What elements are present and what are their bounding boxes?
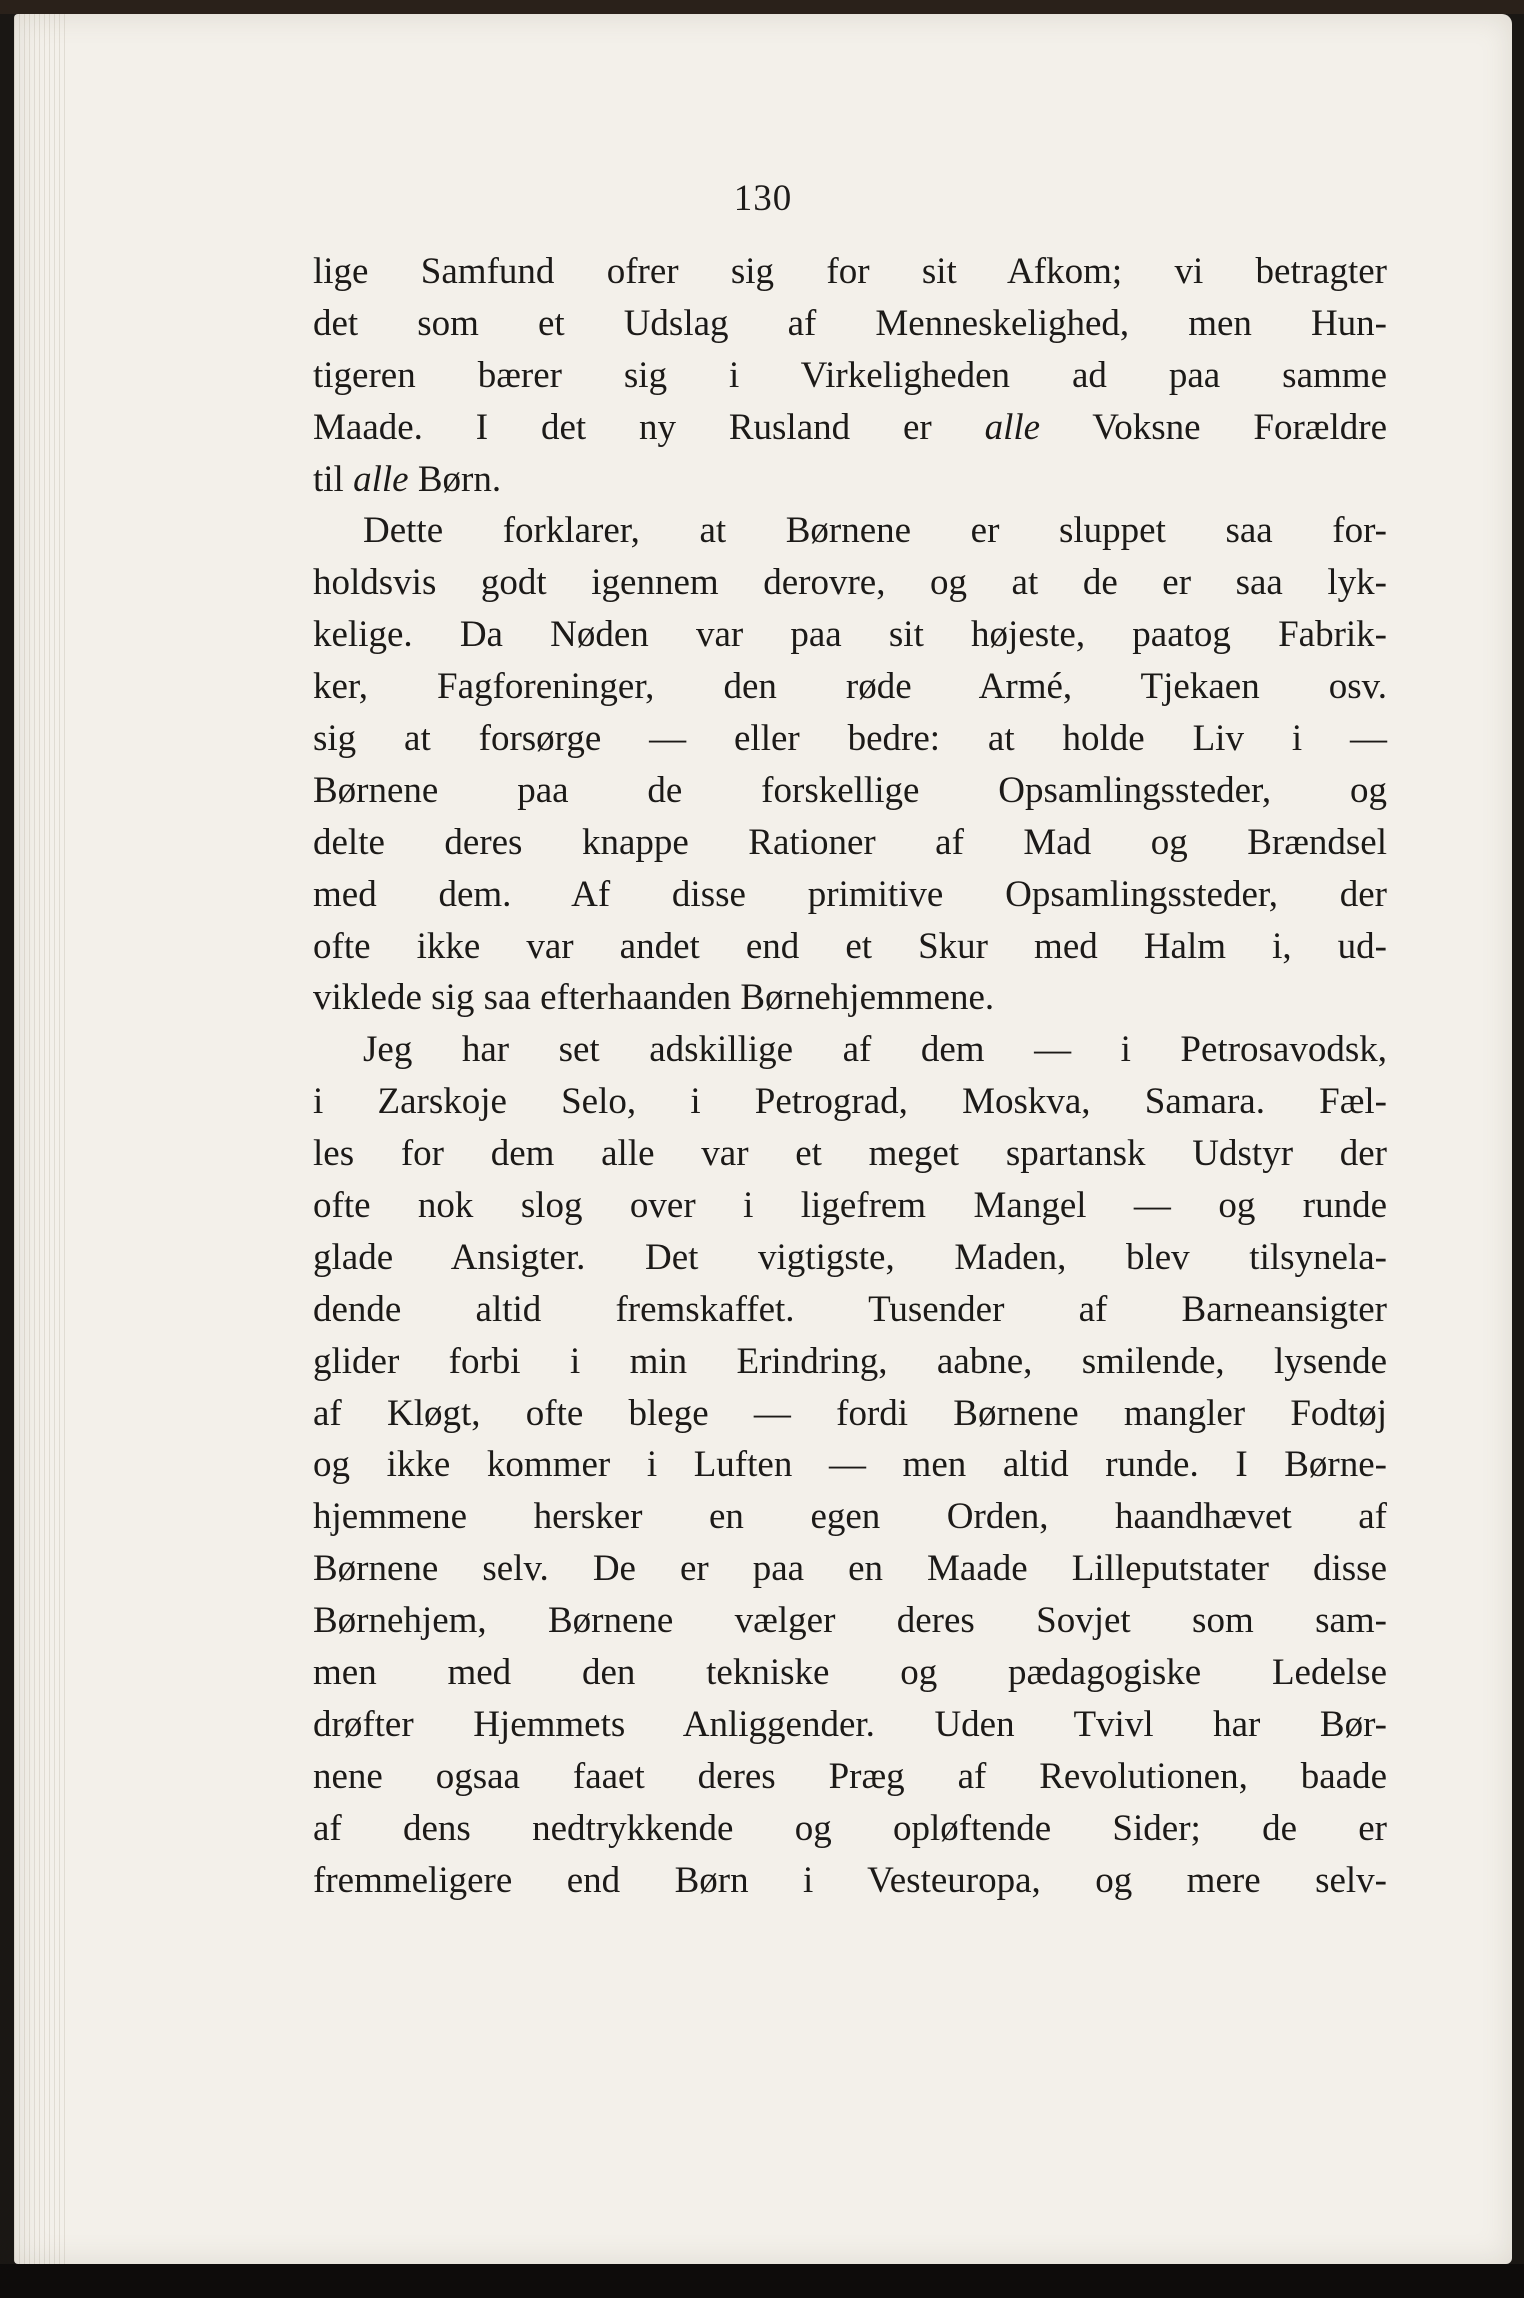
text-line: dende altid fremskaffet. Tusender af Barneansigter [313,1288,1387,1330]
scan-top-border [0,0,1524,14]
text-line: glade Ansigter. Det vigtigste, Maden, blev tilsynela- [313,1236,1387,1278]
paragraph-first-line: Dette forklarer, at Børnene er sluppet saa for- [363,510,1387,552]
text-line: af Kløgt, ofte blege — fordi Børnene mangler Fodtøj [313,1392,1387,1434]
text-line: af dens nedtrykkende og opløftende Sider; de er [313,1807,1387,1849]
text-line: ofte ikke var andet end et Skur med Halm i, ud- [313,925,1387,967]
text-line: Børnehjem, Børnene vælger deres Sovjet som sam- [313,1600,1387,1642]
body-text [313,246,1387,1907]
text-run: til [313,458,354,500]
text-run: Voksne Forældre [1040,406,1387,448]
text-line: ofte nok slog over i ligefrem Mangel — og runde [313,1185,1387,1227]
text-line: kelige. Da Nøden var paa sit højeste, paatog Fabrik- [313,614,1387,656]
text-line: fremmeligere end Børn i Vesteuropa, og mere selv- [313,1859,1387,1901]
page-number: 130 [733,178,793,219]
text-line: med dem. Af disse primitive Opsamlingssteder, der [313,873,1387,915]
text-line: Børnene selv. De er paa en Maade Lilleputstater disse [313,1548,1387,1590]
text-line: lige Samfund ofrer sig for sit Afkom; vi betragter [313,251,1387,292]
text-line: nene ogsaa faaet deres Præg af Revolutionen, baade [313,1755,1387,1797]
text-line: Børnene paa de forskellige Opsamlingssteder, og [313,769,1387,811]
italic-emphasis: alle [353,458,409,500]
text-line: sig at forsørge — eller bedre: at holde Liv i — [313,718,1387,760]
italic-emphasis: alle [984,406,1041,448]
text-line: ker, Fagforeninger, den røde Armé, Tjekaen osv. [313,666,1387,708]
paragraph-end-line [313,454,1387,506]
text-line [313,402,1387,454]
text-line: det som et Udslag af Menneskelighed, men Hun- [313,302,1387,344]
page-edge-texture [14,14,66,2264]
text-line: delte deres knappe Rationer af Mad og Brændsel [313,821,1387,863]
text-line: men med den tekniske og pædagogiske Ledelse [313,1652,1387,1694]
text-line: les for dem alle var et meget spartansk Udstyr der [313,1133,1387,1175]
text-run: Maade. I det ny Rusland er [313,406,985,448]
text-line: holdsvis godt igennem derovre, og at de er saa lyk- [313,562,1387,604]
paragraph-first-line: Jeg har set adskillige af dem — i Petrosavodsk, [363,1029,1387,1071]
text-line: tigeren bærer sig i Virkeligheden ad paa samme [313,354,1387,396]
text-line: drøfter Hjemmets Anliggender. Uden Tvivl har Bør- [313,1703,1387,1745]
text-run: Børn. [408,458,502,500]
text-line: og ikke kommer i Luften — men altid runde. I Børne- [313,1444,1387,1486]
paragraph-end-line: viklede sig saa efterhaanden Børnehjemmene. [313,977,995,1019]
text-line: glider forbi i min Erindring, aabne, smilende, lysende [313,1340,1387,1382]
text-line: i Zarskoje Selo, i Petrograd, Moskva, Samara. Fæl- [313,1081,1387,1123]
text-line: hjemmene hersker en egen Orden, haandhævet af [313,1496,1387,1538]
scan-bottom-border [0,2264,1524,2298]
